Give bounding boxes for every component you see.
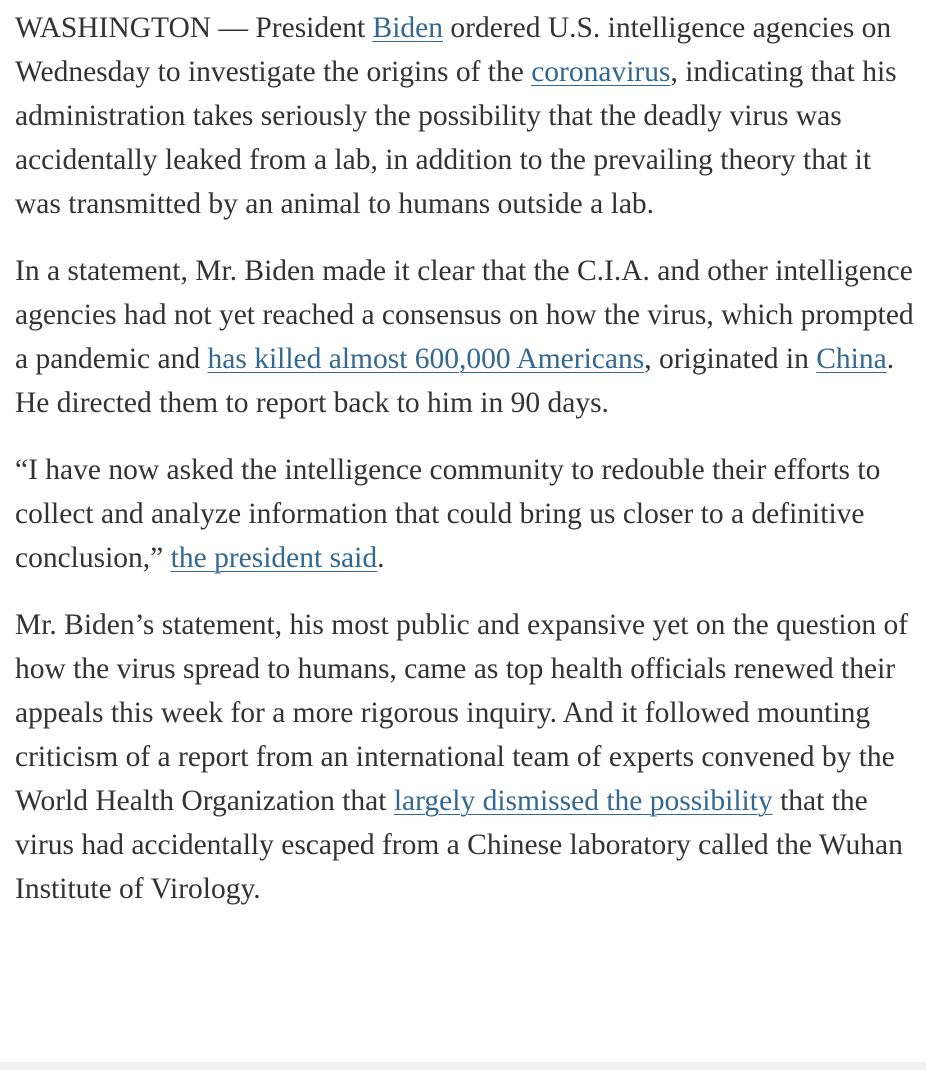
text-segment: , originated in [644,343,817,375]
paragraph-4 [15,603,916,911]
bottom-divider [0,1062,926,1070]
paragraph-2 [15,249,916,425]
link-largely-dismissed[interactable]: largely dismissed the possibility [393,785,773,817]
text-segment: Mr. Biden’s statement, his most public and expansive yet on the question of how the virus spread to humans, came as top health officials renewed their appeals this week for a more rigorous inquiry. And it followed mounting criticism of a report from an international team of experts convened by the World Health Organization that [15,609,909,817]
text-segment: ordered U.S. intelligence agencies on Wednesday to investigate the origins of the [15,12,892,88]
text-segment: . He directed them to report back to him in 90 days. [15,343,895,419]
text-segment: “I have now asked the intelligence community to redouble their efforts to collect and analyze information that could bring us closer to a definitive conclusion,” [15,454,881,574]
link-coronavirus[interactable]: coronavirus [531,56,671,88]
text-segment: , indicating that his administration takes seriously the possibility that the deadly virus was accidentally leaked from a lab, in addition to the prevailing theory that it was transmitted by an animal to humans outside a lab. [15,56,897,220]
text-segment: WASHINGTON — President [15,12,373,44]
text-segment: that the virus had accidentally escaped from a Chinese laboratory called the Wuhan Institute of Virology. [15,785,903,905]
link-biden[interactable]: Biden [372,12,443,44]
paragraph-1 [15,6,916,226]
link-death-toll[interactable]: has killed almost 600,000 Americans [207,343,645,375]
link-president-said[interactable]: the president said [170,542,378,574]
text-segment: . [377,542,385,574]
link-china[interactable]: China [816,343,887,375]
paragraph-3 [15,448,916,580]
text-segment: In a statement, Mr. Biden made it clear that the C.I.A. and other intelligence agencies had not yet reached a consensus on how the virus, which prompted a pandemic and [15,255,914,375]
